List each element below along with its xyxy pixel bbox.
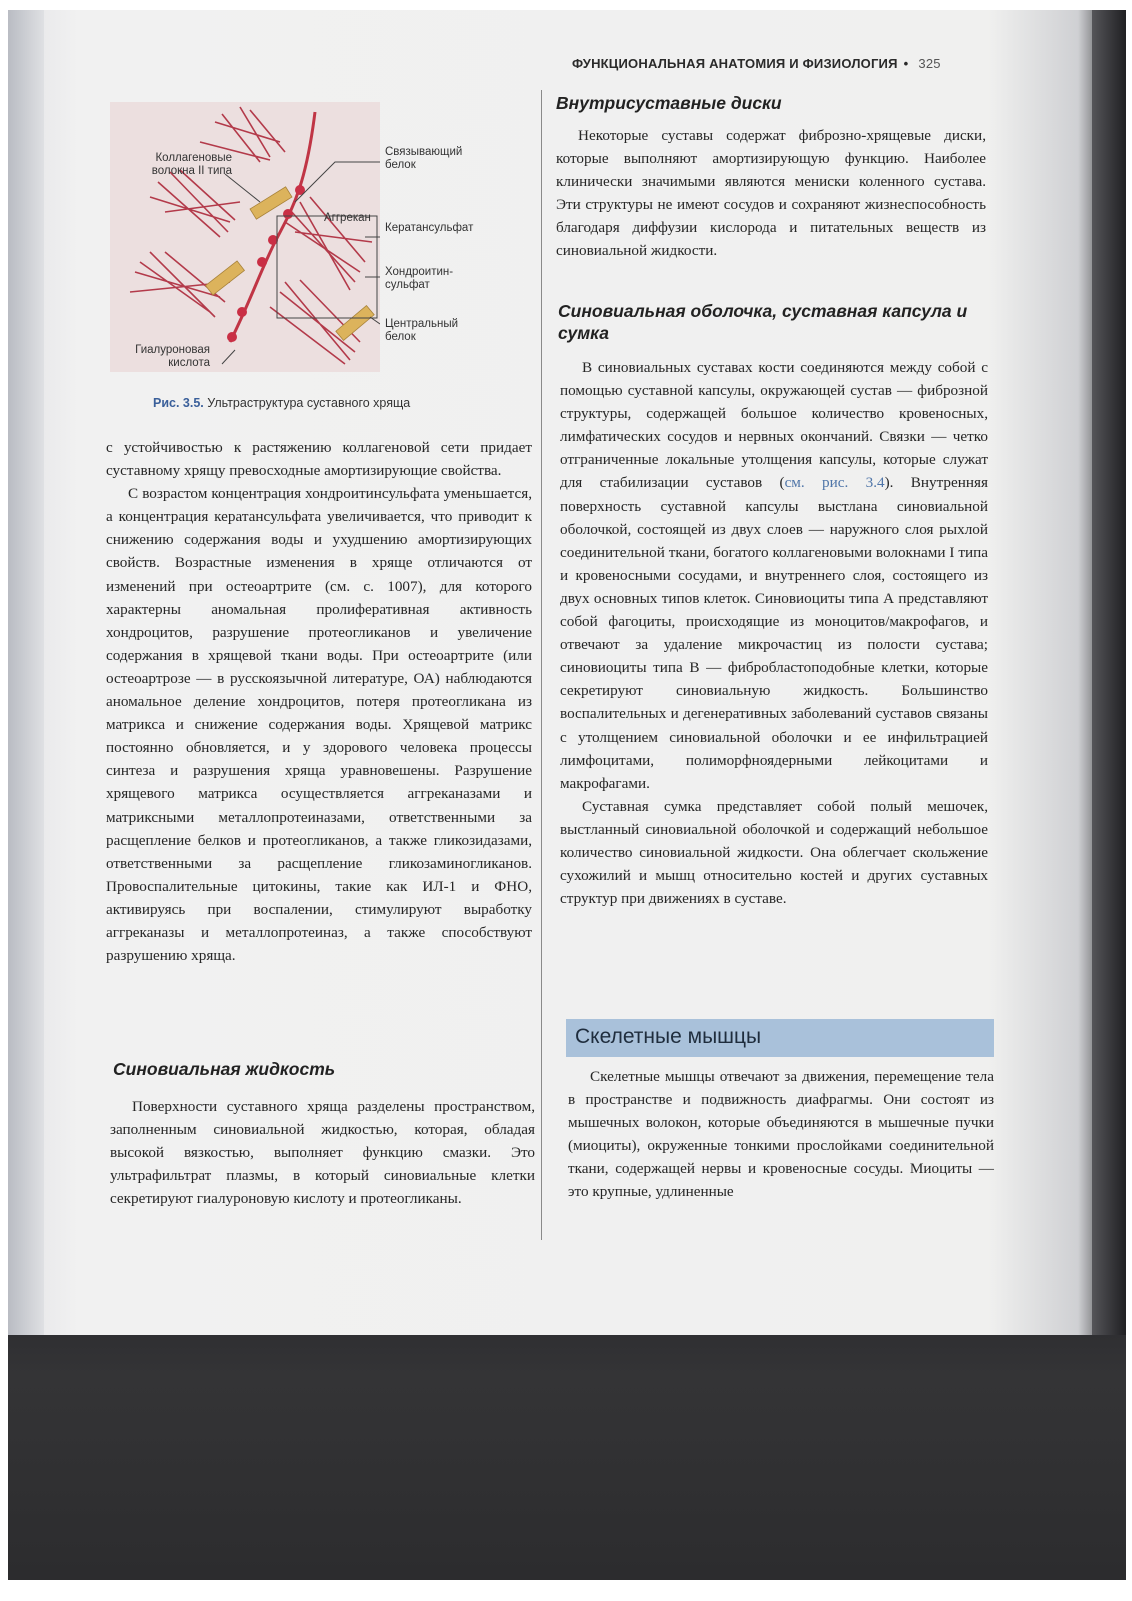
capsule-text-part-1: В синовиальных суставах кости соединяются между собой с помощью суставной капсулы, окружающей сустав — фиброзной структуры, содержащей большое количество кровеносных, лимфатических сосудов и нервных окончаний. Связки — четко отграниченные локальные утолщения капсулы, которые служат для стабилизации суставов (	[560, 359, 988, 492]
figure-illustration	[110, 102, 380, 372]
paragraph: С возрастом концентрация хондроитинсульфата уменьшается, а концентрация кератансульфата увеличивается, что приводит к снижению содержания воды и ухудшению амортизирующих свойств. Возрастные изменения в хряще отличаются от изменений при остеоартрите (см. с. 1007), для которого характерны аномальная пролиферативная активность хондроцитов, разрушение протеогликанов и увеличение содержания в хрящевой ткани воды. При остеоартрите (или остеоартрозе — в русскоязычной литературе, ОА) наблюдаются аномальное деление хондроцитов, потеря протеогликана из матрикса и снижение содержания воды. Хрящевой матрикс постоянно обновляется, и у здорового человека процессы синтеза и разрушения хряща уравновешены. Разрушение хрящевого матрикса осуществляется аггреканазами и матриксными металлопротеиназами, ответственными за расщепление белков и протеогликанов, а также гликозидазами, ответственными за расщепление гликозаминогликанов. Провоспалительные цитокины, такие как ИЛ-1 и ФНО, активируясь при воспалении, стимулируют выработку аггреканазы и металлопротеиназ, а также способствуют разрушению хряща.	[106, 485, 532, 965]
heading-synovial-fluid: Синовиальная жидкость	[113, 1059, 336, 1079]
muscle-body	[568, 1065, 994, 1204]
figure-caption-number: Рис. 3.5.	[153, 396, 204, 410]
figure-label-keratan-sulfate: Кератансульфат	[385, 222, 474, 234]
figure-label-link-protein: Связывающий белок	[385, 146, 463, 171]
left-column-body	[106, 436, 532, 967]
figure-label-aggrecan: Аггрекан	[324, 212, 371, 224]
figure-label-chondroitin-sulfate: Хондроитин-сульфат	[385, 266, 454, 291]
proteoglycan-chains	[130, 107, 372, 364]
figure-caption-text: Ультраструктура суставного хряща	[207, 396, 411, 410]
synovial-fluid-body	[110, 1095, 535, 1210]
running-head-title: ФУНКЦИОНАЛЬНАЯ АНАТОМИЯ И ФИЗИОЛОГИЯ	[572, 56, 898, 71]
aggrecan-bristles-2	[150, 170, 240, 237]
page-number: 325	[918, 56, 941, 71]
scanner-bed	[8, 1335, 1126, 1580]
figure-cross-reference[interactable]: см. рис. 3.4	[784, 474, 885, 492]
figure-label-hyaluronic-acid: Гиалуроновая кислота	[135, 344, 210, 369]
chapter-heading-bar	[566, 1019, 994, 1057]
paragraph: Поверхности суставного хряща разделены пространством, заполненным синовиальной жидкостью, которая, обладая высокой вязкостью, выполняет функцию смазки. Это ультрафильтрат плазмы, в который синовиальные клетки секретируют гиалуроновую кислоту и протеогликаны.	[110, 1098, 535, 1208]
paragraph: с устойчивостью к растяжению коллагеновой сети придает суставному хрящу превосходные амортизирующие свойства.	[106, 439, 532, 480]
figure-label-collagen: Коллагеновые волокна II типа	[151, 152, 232, 177]
running-head-separator: •	[903, 56, 909, 71]
column-divider	[541, 90, 542, 1240]
paragraph	[560, 356, 988, 795]
capsule-text-part-2: ). Внутренняя поверхность суставной капсулы выстлана синовиальной оболочкой, состоящей из двух слоев — наружного слоя рыхлой соединительной ткани, богатого коллагеновыми волокнами I типа и кровеносными сосудами, и внутреннего слоя, состоящего из двух основных типов клеток. Синовиоциты типа А представляют собой фагоциты, происходящие из моноцитов/макрофагов, и отвечают за удаление микрочастиц из полости сустава; синовиоциты типа В — фибробластоподобные клетки, которые секретируют синовиальную жидкость. Большинство воспалительных и дегенеративных заболеваний суставов связаны с утолщением синовиальной оболочки и ее инфильтрацией лимфоцитами, полиморфноядерными лейкоцитами и макрофагами.	[560, 474, 988, 792]
page-gutter-shadow	[8, 10, 44, 1340]
discs-body	[556, 124, 986, 263]
figure-cartilage-ultrastructure	[110, 102, 380, 372]
aggrecan-bristles-3	[285, 197, 372, 290]
paragraph: Скелетные мышцы отвечают за движения, перемещение тела в пространстве и подвижность диафрагмы. Они состоят из мышечных волокон, которые объединяются в мышечные пучки (миоциты), окруженные тонкими прослойками соединительной ткани, содержащей нервы и кровеносные сосуды. Миоциты — это крупные, удлиненные	[568, 1068, 994, 1201]
heading-intraarticular-discs: Внутрисуставные диски	[556, 93, 782, 113]
capsule-body	[560, 356, 988, 910]
figure-label-core-protein: Центральный белок	[385, 318, 459, 343]
chapter-heading-skeletal-muscles: Скелетные мышцы	[575, 1025, 762, 1048]
zoom-box	[277, 216, 377, 318]
paragraph: Некоторые суставы содержат фиброзно-хрящевые диски, которые выполняют амортизирующую функцию. Наиболее клинически значимыми являются мениски коленного сустава. Эти структуры не имеют сосудов и сохраняют жизнеспособность благодаря диффузии кислорода и питательных веществ из синовиальной жидкости.	[556, 127, 986, 260]
heading-synovial-capsule: Синовиальная оболочка, суставная капсула и сумка	[558, 301, 968, 343]
paragraph: Суставная сумка представляет собой полый мешочек, выстланный синовиальной оболочкой и содержащий небольшое количество синовиальной жидкости. Она облегчает скольжение сухожилий и мышц относительно костей и других суставных структур при движениях в суставе.	[560, 797, 988, 908]
running-head	[572, 56, 992, 71]
figure-caption	[153, 396, 533, 410]
page-right-edge	[1092, 10, 1126, 1340]
